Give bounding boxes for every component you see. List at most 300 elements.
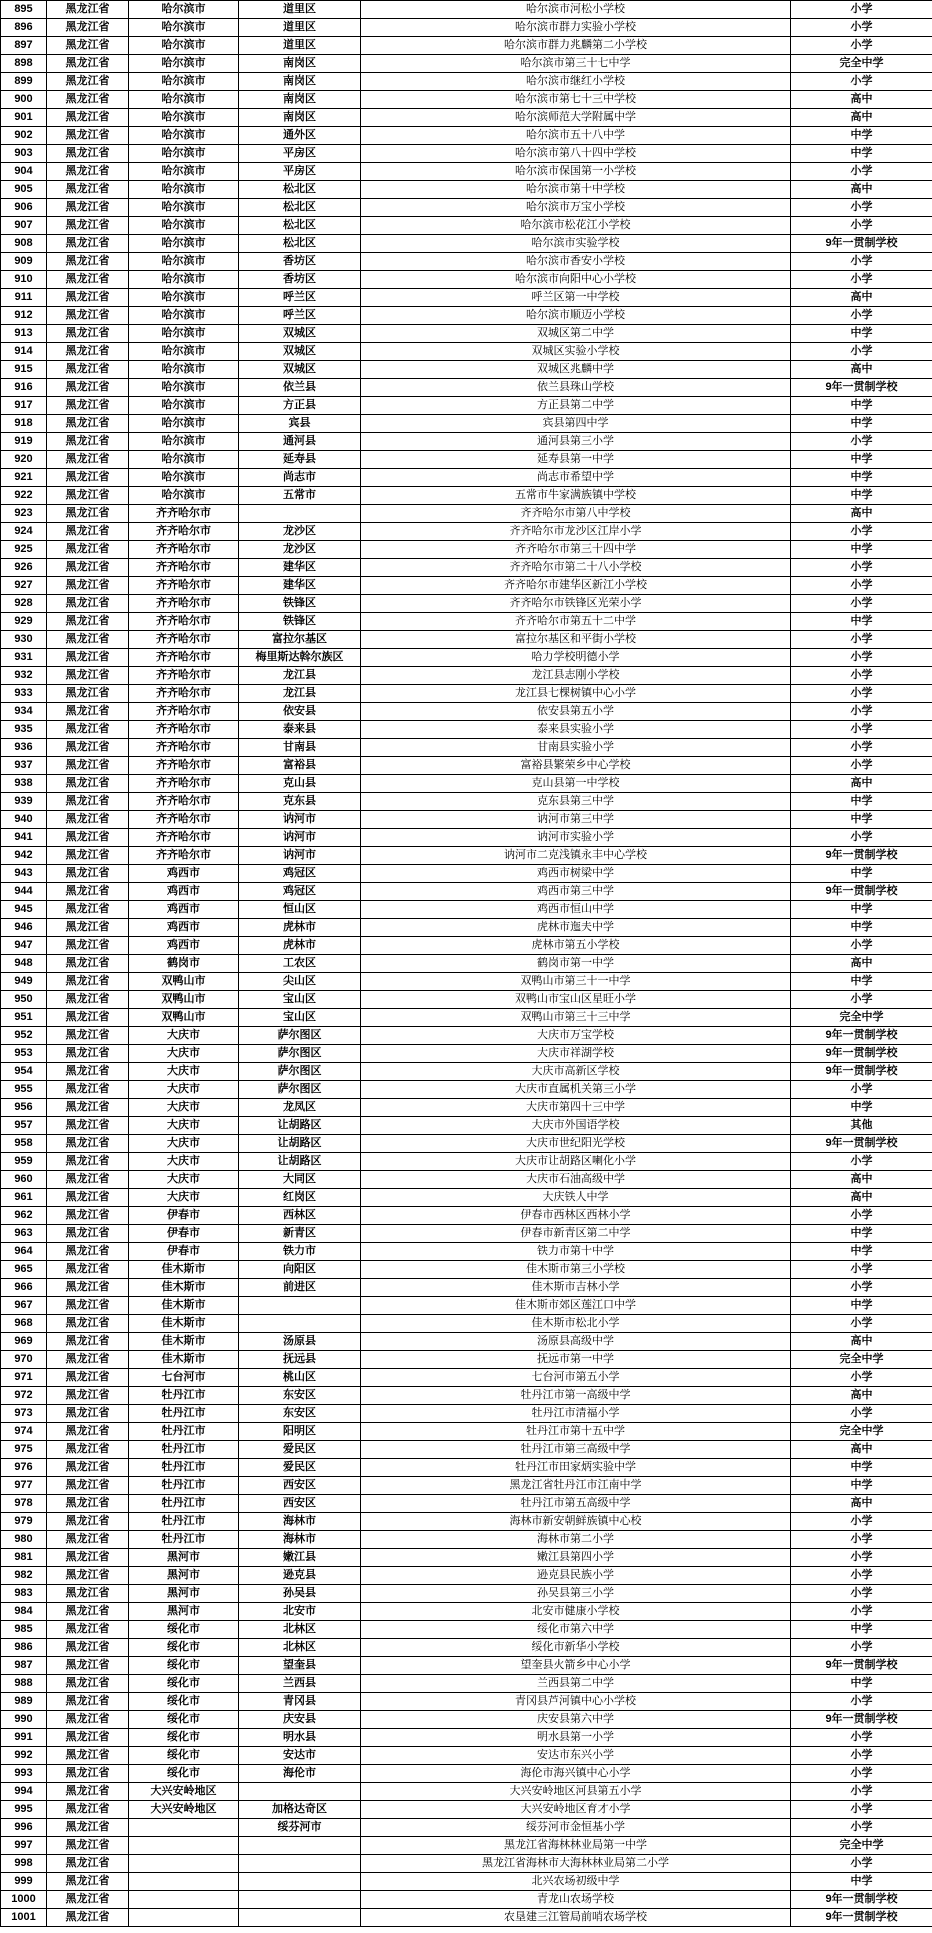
row-id: 975 [1, 1441, 47, 1459]
province: 黑龙江省 [47, 793, 129, 811]
school-type: 完全中学 [791, 55, 932, 73]
district: 讷河市 [239, 829, 361, 847]
row-id: 943 [1, 865, 47, 883]
table-row [1, 1027, 932, 1045]
school-type: 小学 [791, 649, 932, 667]
school-type: 小学 [791, 1585, 932, 1603]
table-body [1, 1, 932, 1927]
table-row [1, 739, 932, 757]
school-name: 哈尔滨市保国第一小学校 [361, 163, 791, 181]
row-id: 1000 [1, 1891, 47, 1909]
school-type: 9年一贯制学校 [791, 1063, 932, 1081]
city: 齐齐哈尔市 [129, 649, 239, 667]
row-id: 901 [1, 109, 47, 127]
school-type: 中学 [791, 541, 932, 559]
school-type: 高中 [791, 1387, 932, 1405]
table-row [1, 433, 932, 451]
district: 建华区 [239, 559, 361, 577]
school-type: 小学 [791, 757, 932, 775]
school-type: 9年一贯制学校 [791, 1657, 932, 1675]
province: 黑龙江省 [47, 1153, 129, 1171]
province: 黑龙江省 [47, 1891, 129, 1909]
table-row [1, 595, 932, 613]
province: 黑龙江省 [47, 757, 129, 775]
school-name: 大庆市世纪阳光学校 [361, 1135, 791, 1153]
district: 铁力市 [239, 1243, 361, 1261]
district: 铁锋区 [239, 613, 361, 631]
school-type: 中学 [791, 127, 932, 145]
table-row [1, 487, 932, 505]
district: 龙沙区 [239, 541, 361, 559]
province: 黑龙江省 [47, 1297, 129, 1315]
row-id: 920 [1, 451, 47, 469]
province: 黑龙江省 [47, 235, 129, 253]
city: 齐齐哈尔市 [129, 685, 239, 703]
row-id: 986 [1, 1639, 47, 1657]
city: 哈尔滨市 [129, 253, 239, 271]
table-row [1, 1117, 932, 1135]
district: 加格达奇区 [239, 1801, 361, 1819]
city: 哈尔滨市 [129, 73, 239, 91]
school-name: 牡丹江市第五高级中学 [361, 1495, 791, 1513]
row-id: 983 [1, 1585, 47, 1603]
table-row [1, 1765, 932, 1783]
province: 黑龙江省 [47, 883, 129, 901]
district [239, 1909, 361, 1927]
city: 伊春市 [129, 1207, 239, 1225]
school-type: 9年一贯制学校 [791, 883, 932, 901]
city: 绥化市 [129, 1621, 239, 1639]
province: 黑龙江省 [47, 1909, 129, 1927]
table-row [1, 937, 932, 955]
district: 南岗区 [239, 109, 361, 127]
district: 西林区 [239, 1207, 361, 1225]
school-name: 哈尔滨市第七十三中学校 [361, 91, 791, 109]
school-name: 哈尔滨市实验学校 [361, 235, 791, 253]
district: 平房区 [239, 163, 361, 181]
row-id: 993 [1, 1765, 47, 1783]
school-type: 小学 [791, 1279, 932, 1297]
province: 黑龙江省 [47, 919, 129, 937]
row-id: 991 [1, 1729, 47, 1747]
province: 黑龙江省 [47, 1837, 129, 1855]
school-name: 抚远市第一中学 [361, 1351, 791, 1369]
city: 齐齐哈尔市 [129, 721, 239, 739]
table-row [1, 1621, 932, 1639]
row-id: 934 [1, 703, 47, 721]
table-row [1, 55, 932, 73]
district: 尚志市 [239, 469, 361, 487]
row-id: 911 [1, 289, 47, 307]
school-name: 讷河市实验小学 [361, 829, 791, 847]
district: 萨尔图区 [239, 1045, 361, 1063]
province: 黑龙江省 [47, 307, 129, 325]
city: 绥化市 [129, 1765, 239, 1783]
city: 哈尔滨市 [129, 307, 239, 325]
school-name: 北兴农场初级中学 [361, 1873, 791, 1891]
city: 齐齐哈尔市 [129, 631, 239, 649]
table-row [1, 181, 932, 199]
school-name: 牡丹江市田家炳实验中学 [361, 1459, 791, 1477]
school-name: 哈尔滨市第三十七中学 [361, 55, 791, 73]
school-name: 泰来县实验小学 [361, 721, 791, 739]
school-type: 完全中学 [791, 1423, 932, 1441]
school-name: 青冈县芦河镇中心小学校 [361, 1693, 791, 1711]
province: 黑龙江省 [47, 1765, 129, 1783]
school-name: 大庆市石油高级中学 [361, 1171, 791, 1189]
table-row [1, 1657, 932, 1675]
school-type: 9年一贯制学校 [791, 1135, 932, 1153]
school-name: 绥化市第六中学 [361, 1621, 791, 1639]
province: 黑龙江省 [47, 1063, 129, 1081]
table-row [1, 1333, 932, 1351]
district [239, 1297, 361, 1315]
school-type: 高中 [791, 1171, 932, 1189]
school-type: 小学 [791, 1747, 932, 1765]
row-id: 924 [1, 523, 47, 541]
table-row [1, 307, 932, 325]
school-name: 齐齐哈尔市龙沙区江岸小学 [361, 523, 791, 541]
province: 黑龙江省 [47, 1027, 129, 1045]
row-id: 954 [1, 1063, 47, 1081]
school-type: 小学 [791, 829, 932, 847]
school-type: 小学 [791, 307, 932, 325]
table-row [1, 1243, 932, 1261]
school-type: 9年一贯制学校 [791, 1711, 932, 1729]
row-id: 908 [1, 235, 47, 253]
district: 南岗区 [239, 55, 361, 73]
school-name: 庆安县第六中学 [361, 1711, 791, 1729]
district: 让胡路区 [239, 1117, 361, 1135]
table-row [1, 1531, 932, 1549]
row-id: 953 [1, 1045, 47, 1063]
table-row [1, 505, 932, 523]
district: 香坊区 [239, 271, 361, 289]
school-type: 小学 [791, 577, 932, 595]
row-id: 985 [1, 1621, 47, 1639]
school-type: 9年一贯制学校 [791, 379, 932, 397]
city: 大庆市 [129, 1027, 239, 1045]
district: 富裕县 [239, 757, 361, 775]
school-type: 9年一贯制学校 [791, 1891, 932, 1909]
row-id: 898 [1, 55, 47, 73]
school-type: 高中 [791, 955, 932, 973]
table-row [1, 1441, 932, 1459]
row-id: 994 [1, 1783, 47, 1801]
district: 桃山区 [239, 1369, 361, 1387]
table-row [1, 343, 932, 361]
school-name: 海伦市海兴镇中心小学 [361, 1765, 791, 1783]
city: 佳木斯市 [129, 1297, 239, 1315]
school-type: 小学 [791, 1603, 932, 1621]
district: 鸡冠区 [239, 883, 361, 901]
school-name: 哈尔滨师范大学附属中学 [361, 109, 791, 127]
school-name: 大庆市万宝学校 [361, 1027, 791, 1045]
table-row [1, 1171, 932, 1189]
district: 绥芬河市 [239, 1819, 361, 1837]
city [129, 1891, 239, 1909]
city: 鸡西市 [129, 901, 239, 919]
province: 黑龙江省 [47, 181, 129, 199]
province: 黑龙江省 [47, 415, 129, 433]
row-id: 963 [1, 1225, 47, 1243]
school-type: 9年一贯制学校 [791, 1909, 932, 1927]
row-id: 914 [1, 343, 47, 361]
school-type: 小学 [791, 343, 932, 361]
row-id: 947 [1, 937, 47, 955]
city: 齐齐哈尔市 [129, 613, 239, 631]
row-id: 931 [1, 649, 47, 667]
city: 哈尔滨市 [129, 397, 239, 415]
district: 松北区 [239, 199, 361, 217]
school-name: 富拉尔基区和平街小学校 [361, 631, 791, 649]
row-id: 932 [1, 667, 47, 685]
row-id: 980 [1, 1531, 47, 1549]
school-name: 齐齐哈尔市第二十八小学校 [361, 559, 791, 577]
city: 鸡西市 [129, 883, 239, 901]
school-name: 七台河市第五小学 [361, 1369, 791, 1387]
school-type: 中学 [791, 1621, 932, 1639]
city: 齐齐哈尔市 [129, 523, 239, 541]
city: 哈尔滨市 [129, 127, 239, 145]
province: 黑龙江省 [47, 325, 129, 343]
district: 爱民区 [239, 1441, 361, 1459]
province: 黑龙江省 [47, 685, 129, 703]
school-type: 小学 [791, 199, 932, 217]
district: 龙凤区 [239, 1099, 361, 1117]
province: 黑龙江省 [47, 1657, 129, 1675]
table-row [1, 1567, 932, 1585]
district: 嫩江县 [239, 1549, 361, 1567]
district: 让胡路区 [239, 1153, 361, 1171]
row-id: 928 [1, 595, 47, 613]
city [129, 1819, 239, 1837]
table-row [1, 1387, 932, 1405]
province: 黑龙江省 [47, 1171, 129, 1189]
school-name: 孙吴县第三小学 [361, 1585, 791, 1603]
district: 大同区 [239, 1171, 361, 1189]
school-name: 延寿县第一中学 [361, 451, 791, 469]
city: 双鸭山市 [129, 1009, 239, 1027]
row-id: 955 [1, 1081, 47, 1099]
province: 黑龙江省 [47, 703, 129, 721]
row-id: 996 [1, 1819, 47, 1837]
row-id: 1001 [1, 1909, 47, 1927]
school-type: 小学 [791, 253, 932, 271]
table-row [1, 1801, 932, 1819]
school-type: 小学 [791, 937, 932, 955]
school-type: 中学 [791, 1873, 932, 1891]
row-id: 982 [1, 1567, 47, 1585]
province: 黑龙江省 [47, 937, 129, 955]
school-name: 哈尔滨市万宝小学校 [361, 199, 791, 217]
province: 黑龙江省 [47, 1279, 129, 1297]
city: 大庆市 [129, 1063, 239, 1081]
city: 大庆市 [129, 1171, 239, 1189]
school-name: 齐齐哈尔市第五十二中学 [361, 613, 791, 631]
school-name: 依安县第五小学 [361, 703, 791, 721]
school-type: 小学 [791, 1729, 932, 1747]
row-id: 929 [1, 613, 47, 631]
province: 黑龙江省 [47, 667, 129, 685]
province: 黑龙江省 [47, 1009, 129, 1027]
school-name: 双城区实验小学校 [361, 343, 791, 361]
school-name: 黑龙江省海林林业局第一中学 [361, 1837, 791, 1855]
table-row [1, 775, 932, 793]
province: 黑龙江省 [47, 505, 129, 523]
city [129, 1909, 239, 1927]
school-name: 呼兰区第一中学校 [361, 289, 791, 307]
district: 南岗区 [239, 73, 361, 91]
city: 哈尔滨市 [129, 469, 239, 487]
school-name: 富裕县繁荣乡中心学校 [361, 757, 791, 775]
school-type: 小学 [791, 1855, 932, 1873]
table-row [1, 757, 932, 775]
school-name: 青龙山农场学校 [361, 1891, 791, 1909]
district: 北林区 [239, 1639, 361, 1657]
city: 哈尔滨市 [129, 91, 239, 109]
row-id: 910 [1, 271, 47, 289]
table-row [1, 271, 932, 289]
city: 鸡西市 [129, 865, 239, 883]
school-type: 小学 [791, 739, 932, 757]
row-id: 966 [1, 1279, 47, 1297]
province: 黑龙江省 [47, 1549, 129, 1567]
city: 牡丹江市 [129, 1495, 239, 1513]
district: 向阳区 [239, 1261, 361, 1279]
row-id: 967 [1, 1297, 47, 1315]
table-row [1, 469, 932, 487]
city: 绥化市 [129, 1711, 239, 1729]
table-row [1, 1351, 932, 1369]
district: 香坊区 [239, 253, 361, 271]
city [129, 1855, 239, 1873]
row-id: 936 [1, 739, 47, 757]
school-name: 牡丹江市第三高级中学 [361, 1441, 791, 1459]
city: 哈尔滨市 [129, 109, 239, 127]
school-name: 伊春市新青区第二中学 [361, 1225, 791, 1243]
row-id: 997 [1, 1837, 47, 1855]
district: 工农区 [239, 955, 361, 973]
city: 牡丹江市 [129, 1459, 239, 1477]
table-row [1, 793, 932, 811]
table-row [1, 451, 932, 469]
province: 黑龙江省 [47, 1747, 129, 1765]
city: 佳木斯市 [129, 1351, 239, 1369]
school-type: 高中 [791, 181, 932, 199]
province: 黑龙江省 [47, 595, 129, 613]
school-name: 甘南县实验小学 [361, 739, 791, 757]
school-name: 绥化市新华小学校 [361, 1639, 791, 1657]
city: 鸡西市 [129, 937, 239, 955]
table-row [1, 649, 932, 667]
table-row [1, 883, 932, 901]
district: 虎林市 [239, 919, 361, 937]
table-row [1, 1423, 932, 1441]
table-row [1, 1045, 932, 1063]
school-name: 龙江县七棵树镇中心小学 [361, 685, 791, 703]
table-row [1, 1081, 932, 1099]
district: 西安区 [239, 1477, 361, 1495]
school-name: 双城区第二中学 [361, 325, 791, 343]
table-row [1, 1909, 932, 1927]
school-type: 高中 [791, 1441, 932, 1459]
province: 黑龙江省 [47, 577, 129, 595]
city: 绥化市 [129, 1729, 239, 1747]
city: 大庆市 [129, 1081, 239, 1099]
district: 海林市 [239, 1531, 361, 1549]
province: 黑龙江省 [47, 37, 129, 55]
school-type: 9年一贯制学校 [791, 847, 932, 865]
city: 黑河市 [129, 1567, 239, 1585]
table-row [1, 163, 932, 181]
province: 黑龙江省 [47, 631, 129, 649]
district: 爱民区 [239, 1459, 361, 1477]
table-row [1, 1405, 932, 1423]
row-id: 962 [1, 1207, 47, 1225]
row-id: 935 [1, 721, 47, 739]
district: 铁锋区 [239, 595, 361, 613]
province: 黑龙江省 [47, 1261, 129, 1279]
table-row [1, 919, 932, 937]
district: 松北区 [239, 181, 361, 199]
city: 齐齐哈尔市 [129, 667, 239, 685]
city: 七台河市 [129, 1369, 239, 1387]
district: 通河县 [239, 433, 361, 451]
row-id: 937 [1, 757, 47, 775]
school-name: 哈尔滨市第八十四中学校 [361, 145, 791, 163]
school-name: 五常市牛家满族镇中学校 [361, 487, 791, 505]
school-type: 中学 [791, 1675, 932, 1693]
school-type: 9年一贯制学校 [791, 1045, 932, 1063]
row-id: 981 [1, 1549, 47, 1567]
province: 黑龙江省 [47, 847, 129, 865]
row-id: 968 [1, 1315, 47, 1333]
row-id: 927 [1, 577, 47, 595]
row-id: 978 [1, 1495, 47, 1513]
province: 黑龙江省 [47, 1045, 129, 1063]
table-row [1, 955, 932, 973]
city: 佳木斯市 [129, 1333, 239, 1351]
province: 黑龙江省 [47, 901, 129, 919]
table-row [1, 685, 932, 703]
row-id: 998 [1, 1855, 47, 1873]
province: 黑龙江省 [47, 1621, 129, 1639]
city: 哈尔滨市 [129, 1, 239, 19]
school-name: 哈尔滨市顺迈小学校 [361, 307, 791, 325]
city: 哈尔滨市 [129, 343, 239, 361]
row-id: 990 [1, 1711, 47, 1729]
district: 龙沙区 [239, 523, 361, 541]
row-id: 987 [1, 1657, 47, 1675]
city: 哈尔滨市 [129, 163, 239, 181]
row-id: 922 [1, 487, 47, 505]
district: 道里区 [239, 19, 361, 37]
school-name: 克东县第三中学 [361, 793, 791, 811]
table-row [1, 829, 932, 847]
school-name: 牡丹江市清福小学 [361, 1405, 791, 1423]
city: 绥化市 [129, 1747, 239, 1765]
school-name: 哈尔滨市群力实验小学校 [361, 19, 791, 37]
province: 黑龙江省 [47, 487, 129, 505]
district: 虎林市 [239, 937, 361, 955]
row-id: 926 [1, 559, 47, 577]
city: 齐齐哈尔市 [129, 541, 239, 559]
row-id: 971 [1, 1369, 47, 1387]
city: 哈尔滨市 [129, 145, 239, 163]
school-name: 龙江县志刚小学校 [361, 667, 791, 685]
province: 黑龙江省 [47, 811, 129, 829]
